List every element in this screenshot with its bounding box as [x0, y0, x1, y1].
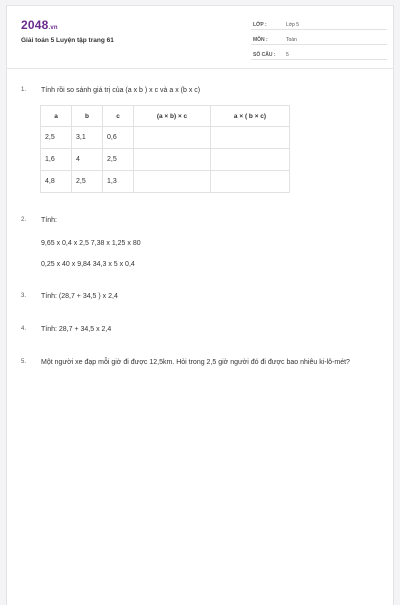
meta-value: Toán [286, 37, 297, 43]
question-number: 1. [21, 87, 27, 93]
table-cell: 2,5 [41, 127, 72, 149]
meta-value: Lớp 5 [286, 22, 300, 28]
expression-line: 9,65 x 0,4 x 2,5 7,38 x 1,25 x 80 [41, 240, 141, 247]
meta-class [251, 19, 387, 30]
expression-line: 0,25 x 40 x 9,84 34,3 x 5 x 0,4 [41, 261, 135, 268]
compare-table [40, 105, 290, 193]
column-header-c: c [103, 106, 134, 127]
column-header-a-bc: a × ( b × c) [211, 106, 290, 127]
worksheet-header [7, 6, 393, 69]
question-number: 5. [21, 359, 27, 365]
meta-subject [251, 34, 387, 45]
meta-key: LỚP : [253, 22, 267, 28]
table-cell [211, 171, 290, 193]
table-cell [211, 149, 290, 171]
question-text: Tính: [41, 217, 57, 224]
table-row [41, 171, 290, 193]
worksheet-title: Giải toán 5 Luyện tập trang 61 [21, 37, 114, 44]
question-text: Một người xe đạp mỗi giờ đi được 12,5km. Hỏi trong 2,5 giờ người đó đi được bao nhiêu ki-lô-mét? [41, 359, 350, 366]
question-text: Tính: (28,7 + 34,5 ) x 2,4 [41, 293, 118, 300]
question-text: Tính rồi so sánh giá trị của (a x b ) x c và a x (b x c) [41, 87, 201, 94]
table-cell: 4,8 [41, 171, 72, 193]
table-row [41, 127, 290, 149]
table-cell: 2,5 [103, 149, 134, 171]
table-cell: 0,6 [103, 127, 134, 149]
logo-main: 2048 [21, 18, 49, 32]
table-cell: 1,3 [103, 171, 134, 193]
table-cell [134, 149, 211, 171]
site-logo[interactable] [21, 18, 58, 32]
table-cell [134, 127, 211, 149]
table-cell: 1,6 [41, 149, 72, 171]
table-cell [211, 127, 290, 149]
meta-value: 5 [286, 52, 289, 58]
logo-suffix: .vn [48, 25, 58, 31]
table-cell: 3,1 [72, 127, 103, 149]
column-header-ab-c: (a × b) × c [134, 106, 211, 127]
table-cell: 2,5 [72, 171, 103, 193]
meta-question-count [251, 49, 387, 60]
column-header-a: a [41, 106, 72, 127]
table-row [41, 149, 290, 171]
table-cell [134, 171, 211, 193]
worksheet [6, 5, 394, 605]
column-header-b: b [72, 106, 103, 127]
meta-key: MÔN : [253, 37, 268, 43]
question-number: 3. [21, 293, 27, 299]
question-number: 2. [21, 217, 27, 223]
question-number: 4. [21, 326, 27, 332]
question-text: Tính: 28,7 + 34,5 x 2,4 [41, 326, 112, 333]
meta-key: SỐ CÂU : [253, 52, 276, 58]
table-header-row [41, 106, 290, 127]
table-cell: 4 [72, 149, 103, 171]
